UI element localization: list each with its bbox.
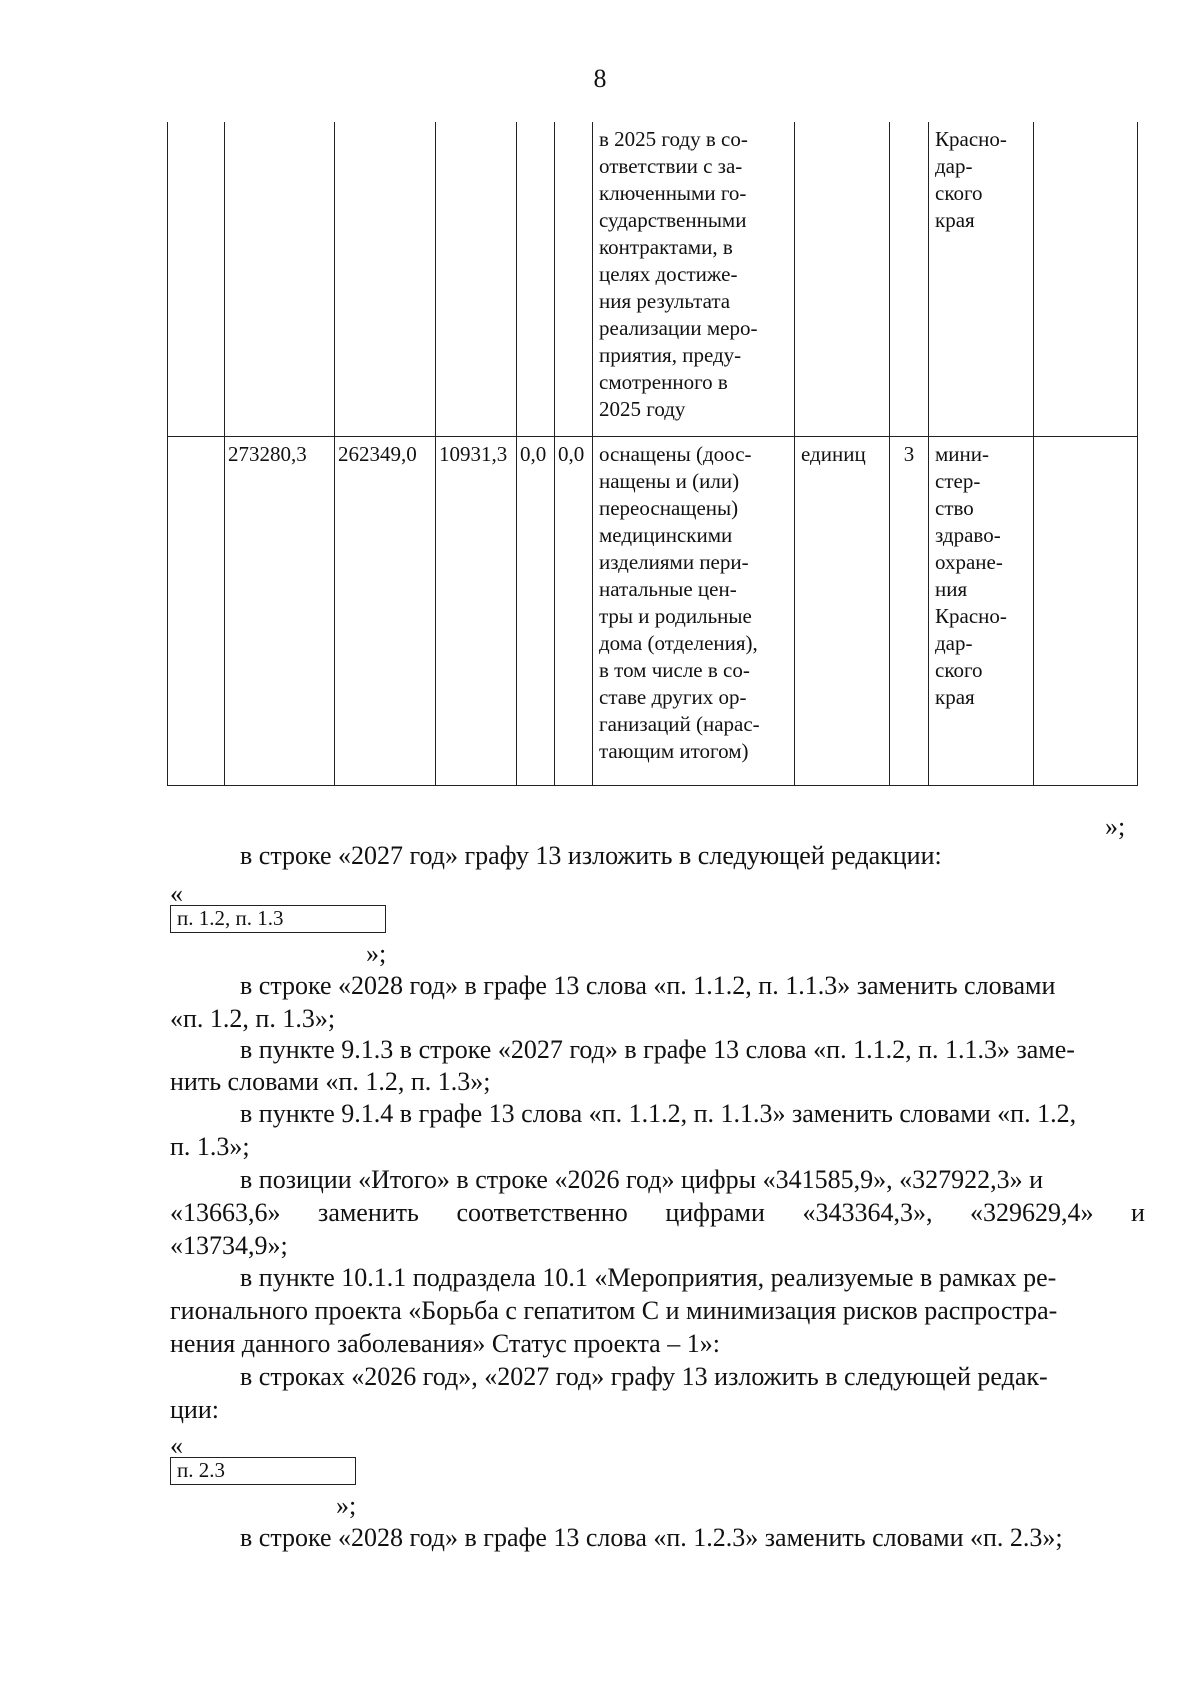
- paragraph-2-line-1: в строке «2028 год» в графе 13 слова «п. 1.1.2, п. 1.1.3» заменить словами: [240, 971, 1056, 1000]
- cell-text: края: [935, 208, 975, 232]
- cell-text: охране-: [935, 550, 1003, 574]
- replacement-box: п. 1.2, п. 1.3: [170, 905, 386, 933]
- cell-text: края: [935, 685, 975, 709]
- cell-text: ганизаций (нарас-: [599, 712, 760, 736]
- cell-text: смотренного в: [599, 370, 728, 394]
- cell-text: натальные цен-: [599, 577, 737, 601]
- cell-text: дома (отделения),: [599, 631, 758, 655]
- cell-text: оснащены (доос-: [599, 442, 752, 466]
- open-quote: «: [170, 1431, 183, 1460]
- paragraph-4-line-1: в пункте 9.1.4 в графе 13 слова «п. 1.1.2, п. 1.1.3» заменить словами «п. 1.2,: [240, 1099, 1077, 1128]
- paragraph-5-line-1: в позиции «Итого» в строке «2026 год» цифры «341585,9», «327922,3» и: [240, 1165, 1044, 1194]
- table-cell: [795, 122, 890, 437]
- paragraph-3-line-1: в пункте 9.1.3 в строке «2027 год» в графе 13 слова «п. 1.1.2, п. 1.1.3» заме-: [240, 1035, 1075, 1064]
- paragraph-5-line-3: «13734,9»;: [170, 1231, 288, 1260]
- paragraph-6-line-3: нения данного заболевания» Статус проекта – 1»:: [170, 1329, 720, 1358]
- cell-text: ство: [935, 496, 974, 520]
- other-cell: 0,0: [555, 437, 593, 786]
- table-cell: [1034, 437, 1138, 786]
- table-cell: [1034, 122, 1138, 437]
- cell-text: ставе других ор-: [599, 685, 747, 709]
- cell-text: ния: [935, 577, 968, 601]
- word: и: [1131, 1198, 1145, 1227]
- cell-text: ния результата: [599, 289, 731, 313]
- close-quote: »;: [336, 1491, 357, 1520]
- replacement-box: п. 2.3: [170, 1457, 356, 1485]
- executor-cell: [929, 437, 1034, 786]
- table-cell: [168, 122, 225, 437]
- paragraph-6-line-1: в пункте 10.1.1 подраздела 10.1 «Мероприятия, реализуемые в рамках ре-: [240, 1263, 1057, 1292]
- executor-cell: [929, 122, 1034, 437]
- paragraph-6-line-2: гионального проекта «Борьба с гепатитом С и минимизация рисков распростра-: [170, 1296, 1058, 1325]
- table-row: [168, 122, 1138, 437]
- regional-cell: 10931,3: [436, 437, 517, 786]
- open-quote: «: [170, 879, 183, 908]
- cell-text: приятия, преду-: [599, 343, 742, 367]
- result-description-cell: [593, 122, 795, 437]
- cell-text: изделиями пери-: [599, 550, 749, 574]
- cell-text: нащены и (или): [599, 469, 740, 493]
- cell-text: в 2025 году в со-: [599, 127, 748, 151]
- paragraph-7-line-1: в строках «2026 год», «2027 год» графу 13 изложить в следующей редак-: [240, 1362, 1048, 1391]
- table-cell: [168, 437, 225, 786]
- federal-cell: 262349,0: [335, 437, 436, 786]
- table-cell: [517, 122, 555, 437]
- unit-cell: единиц: [795, 437, 890, 786]
- value-cell: 3: [890, 437, 929, 786]
- paragraph-2-line-2: «п. 1.2, п. 1.3»;: [170, 1004, 336, 1033]
- cell-text: переоснащены): [599, 496, 739, 520]
- local-cell: 0,0: [517, 437, 555, 786]
- justified-line: [170, 1197, 1145, 1229]
- word: «329629,4»: [970, 1198, 1094, 1227]
- table-cell: [890, 122, 929, 437]
- cell-text: 2025 году: [599, 397, 686, 421]
- cell-text: ответствии с за-: [599, 154, 743, 178]
- table-cell: [555, 122, 593, 437]
- table-row: [168, 437, 1138, 786]
- cell-text: мини-: [935, 442, 989, 466]
- cell-text: тры и родильные: [599, 604, 752, 628]
- program-table: [167, 122, 1138, 786]
- cell-text: в том числе в со-: [599, 658, 750, 682]
- cell-text: Красно-: [935, 127, 1007, 151]
- result-description-cell: [593, 437, 795, 786]
- paragraph-5-line-2: [170, 1197, 1145, 1229]
- cell-text: дар-: [935, 631, 973, 655]
- table-close-quote: »;: [1105, 812, 1126, 841]
- word: соответственно: [456, 1198, 628, 1227]
- cell-text: дар-: [935, 154, 973, 178]
- cell-text: тающим итогом): [599, 739, 749, 763]
- cell-text: Красно-: [935, 604, 1007, 628]
- paragraph-7-line-2: ции:: [170, 1395, 219, 1424]
- word: «343364,3»,: [802, 1198, 933, 1227]
- word: заменить: [318, 1198, 419, 1227]
- cell-text: ского: [935, 658, 983, 682]
- table-cell: [335, 122, 436, 437]
- cell-text: здраво-: [935, 523, 1001, 547]
- table-cell: [225, 122, 335, 437]
- word: «13663,6»: [170, 1198, 281, 1227]
- paragraph-4-line-2: п. 1.3»;: [170, 1132, 250, 1161]
- cell-text: целях достиже-: [599, 262, 738, 286]
- close-quote: »;: [366, 939, 387, 968]
- word: цифрами: [665, 1198, 765, 1227]
- cell-text: сударственными: [599, 208, 747, 232]
- cell-text: медицинскими: [599, 523, 733, 547]
- table-cell: [436, 122, 517, 437]
- cell-text: ского: [935, 181, 983, 205]
- paragraph-1: в строке «2027 год» графу 13 изложить в следующей редакции:: [240, 841, 942, 870]
- page-number: 8: [593, 64, 607, 93]
- paragraph-8: в строке «2028 год» в графе 13 слова «п. 1.2.3» заменить словами «п. 2.3»;: [240, 1523, 1063, 1552]
- cell-text: реализации меро-: [599, 316, 758, 340]
- total-cell: 273280,3: [225, 437, 335, 786]
- cell-text: стер-: [935, 469, 981, 493]
- paragraph-3-line-2: нить словами «п. 1.2, п. 1.3»;: [170, 1067, 491, 1096]
- cell-text: ключенными го-: [599, 181, 747, 205]
- cell-text: контрактами, в: [599, 235, 733, 259]
